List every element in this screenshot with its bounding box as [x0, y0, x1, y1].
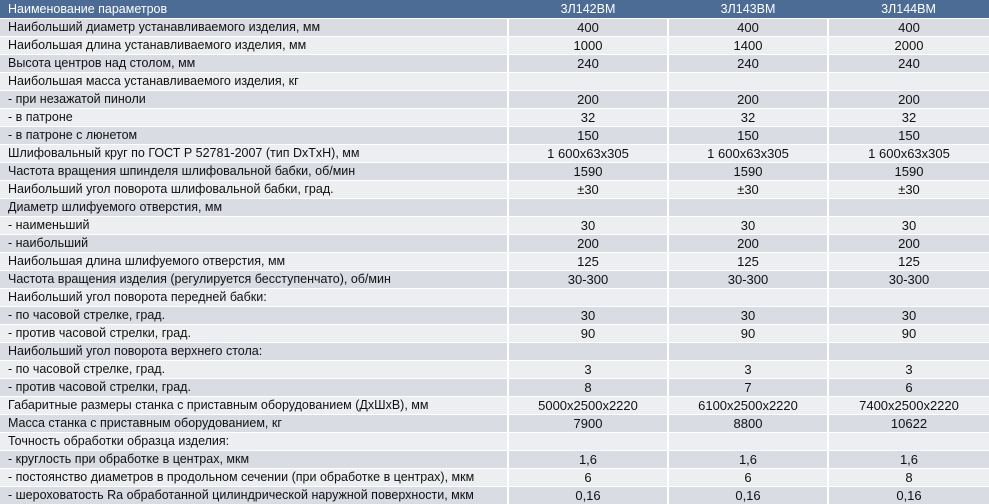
value-model-2: [668, 73, 828, 91]
model-header-1: 3Л142ВМ: [508, 0, 668, 19]
model-header-2: 3Л143ВМ: [668, 0, 828, 19]
parameter-label: - постоянство диаметров в продольном сечении (при обработке в центрах), мкм: [0, 469, 508, 487]
value-model-2: 7: [668, 379, 828, 397]
parameter-label: - в патроне с люнетом: [0, 127, 508, 145]
parameter-label: - наибольший: [0, 235, 508, 253]
model-header-3: 3Л144ВМ: [828, 0, 989, 19]
table-row: [0, 235, 989, 253]
value-model-1: 200: [508, 235, 668, 253]
table-row: [0, 145, 989, 163]
value-model-3: 30-300: [828, 271, 989, 289]
value-model-2: 30: [668, 217, 828, 235]
parameter-label: Наибольший угол поворота шлифовальной бабки, град.: [0, 181, 508, 199]
specs-body: [0, 19, 989, 504]
value-model-2: 200: [668, 235, 828, 253]
table-row: [0, 127, 989, 145]
value-model-2: 125: [668, 253, 828, 271]
value-model-1: 8: [508, 379, 668, 397]
value-model-1: 30: [508, 217, 668, 235]
parameter-label: Масса станка с приставным оборудованием, кг: [0, 415, 508, 433]
table-row: [0, 433, 989, 451]
value-model-2: 240: [668, 55, 828, 73]
value-model-1: 6: [508, 469, 668, 487]
value-model-3: [828, 199, 989, 217]
value-model-1: 1000: [508, 37, 668, 55]
value-model-2: 30-300: [668, 271, 828, 289]
value-model-1: 30-300: [508, 271, 668, 289]
value-model-2: 400: [668, 19, 828, 37]
parameter-label: Частота вращения изделия (регулируется бесступенчато), об/мин: [0, 271, 508, 289]
parameter-label: - против часовой стрелки, град.: [0, 325, 508, 343]
value-model-3: 400: [828, 19, 989, 37]
value-model-1: 7900: [508, 415, 668, 433]
value-model-1: 125: [508, 253, 668, 271]
table-row: [0, 199, 989, 217]
value-model-2: 90: [668, 325, 828, 343]
value-model-3: ±30: [828, 181, 989, 199]
table-row: [0, 469, 989, 487]
value-model-1: 5000х2500х2220: [508, 397, 668, 415]
value-model-3: 32: [828, 109, 989, 127]
value-model-1: 30: [508, 307, 668, 325]
table-row: [0, 271, 989, 289]
value-model-1: [508, 433, 668, 451]
table-row: [0, 379, 989, 397]
value-model-3: 10622: [828, 415, 989, 433]
table-row: [0, 37, 989, 55]
parameter-label: - по часовой стрелке, град.: [0, 361, 508, 379]
parameter-label: Шлифовальный круг по ГОСТ Р 52781-2007 (тип DxTxH), мм: [0, 145, 508, 163]
value-model-3: 7400х2500х2220: [828, 397, 989, 415]
value-model-2: 30: [668, 307, 828, 325]
parameter-label: - в патроне: [0, 109, 508, 127]
parameter-label: - наименьший: [0, 217, 508, 235]
value-model-3: 30: [828, 307, 989, 325]
parameter-label: - круглость при обработке в центрах, мкм: [0, 451, 508, 469]
parameter-label: Наибольшая длина шлифуемого отверстия, мм: [0, 253, 508, 271]
value-model-1: 150: [508, 127, 668, 145]
value-model-3: 6: [828, 379, 989, 397]
table-row: [0, 253, 989, 271]
table-row: [0, 163, 989, 181]
table-row: [0, 73, 989, 91]
parameter-label: Точность обработки образца изделия:: [0, 433, 508, 451]
value-model-1: ±30: [508, 181, 668, 199]
value-model-1: 32: [508, 109, 668, 127]
value-model-3: 1,6: [828, 451, 989, 469]
value-model-3: 1590: [828, 163, 989, 181]
value-model-2: 6: [668, 469, 828, 487]
param-header: Наименование параметров: [0, 0, 508, 19]
value-model-2: 0,16: [668, 487, 828, 504]
value-model-2: 1590: [668, 163, 828, 181]
parameter-label: Диаметр шлифуемого отверстия, мм: [0, 199, 508, 217]
table-row: [0, 415, 989, 433]
value-model-3: [828, 343, 989, 361]
value-model-2: 1,6: [668, 451, 828, 469]
value-model-1: [508, 289, 668, 307]
value-model-2: 1400: [668, 37, 828, 55]
table-row: [0, 325, 989, 343]
parameter-label: - против часовой стрелки, град.: [0, 379, 508, 397]
parameter-label: Высота центров над столом, мм: [0, 55, 508, 73]
table-row: [0, 19, 989, 37]
table-row: [0, 487, 989, 504]
value-model-1: 1,6: [508, 451, 668, 469]
value-model-2: 150: [668, 127, 828, 145]
value-model-3: 0,16: [828, 487, 989, 504]
parameter-label: Наибольший диаметр устанавливаемого изделия, мм: [0, 19, 508, 37]
table-row: [0, 289, 989, 307]
parameter-label: - по часовой стрелке, град.: [0, 307, 508, 325]
table-row: [0, 397, 989, 415]
parameter-label: - шероховатость Ra обработанной цилиндрической наружной поверхности, мкм: [0, 487, 508, 504]
table-row: [0, 109, 989, 127]
parameter-label: Наибольшая масса устанавливаемого изделия, кг: [0, 73, 508, 91]
value-model-3: [828, 433, 989, 451]
value-model-2: [668, 343, 828, 361]
value-model-3: 90: [828, 325, 989, 343]
header-row: [0, 0, 989, 19]
value-model-2: 1 600х63х305: [668, 145, 828, 163]
value-model-3: 8: [828, 469, 989, 487]
value-model-2: 3: [668, 361, 828, 379]
table-row: [0, 55, 989, 73]
value-model-2: 200: [668, 91, 828, 109]
value-model-1: 3: [508, 361, 668, 379]
value-model-1: [508, 343, 668, 361]
table-row: [0, 361, 989, 379]
value-model-3: 200: [828, 91, 989, 109]
value-model-1: 400: [508, 19, 668, 37]
value-model-1: 200: [508, 91, 668, 109]
value-model-3: 3: [828, 361, 989, 379]
parameter-label: - при незажатой пиноли: [0, 91, 508, 109]
table-row: [0, 451, 989, 469]
value-model-1: 1 600х63х305: [508, 145, 668, 163]
table-row: [0, 181, 989, 199]
value-model-3: 1 600х63х305: [828, 145, 989, 163]
value-model-1: [508, 199, 668, 217]
parameter-label: Наибольшая длина устанавливаемого изделия, мм: [0, 37, 508, 55]
value-model-2: [668, 199, 828, 217]
table-row: [0, 217, 989, 235]
value-model-2: 32: [668, 109, 828, 127]
parameter-label: Частота вращения шпинделя шлифовальной бабки, об/мин: [0, 163, 508, 181]
parameter-label: Наибольший угол поворота верхнего стола:: [0, 343, 508, 361]
value-model-3: 200: [828, 235, 989, 253]
value-model-1: 90: [508, 325, 668, 343]
value-model-3: [828, 73, 989, 91]
parameter-label: Габаритные размеры станка с приставным оборудованием (ДхШхВ), мм: [0, 397, 508, 415]
value-model-3: 30: [828, 217, 989, 235]
value-model-1: 240: [508, 55, 668, 73]
value-model-3: 240: [828, 55, 989, 73]
value-model-2: 8800: [668, 415, 828, 433]
value-model-2: [668, 289, 828, 307]
table-row: [0, 91, 989, 109]
parameter-label: Наибольший угол поворота передней бабки:: [0, 289, 508, 307]
value-model-3: 125: [828, 253, 989, 271]
value-model-3: [828, 289, 989, 307]
value-model-2: ±30: [668, 181, 828, 199]
value-model-1: [508, 73, 668, 91]
value-model-2: 6100х2500х2220: [668, 397, 828, 415]
value-model-1: 0,16: [508, 487, 668, 504]
value-model-3: 150: [828, 127, 989, 145]
table-row: [0, 307, 989, 325]
value-model-3: 2000: [828, 37, 989, 55]
value-model-2: [668, 433, 828, 451]
table-row: [0, 343, 989, 361]
value-model-1: 1590: [508, 163, 668, 181]
